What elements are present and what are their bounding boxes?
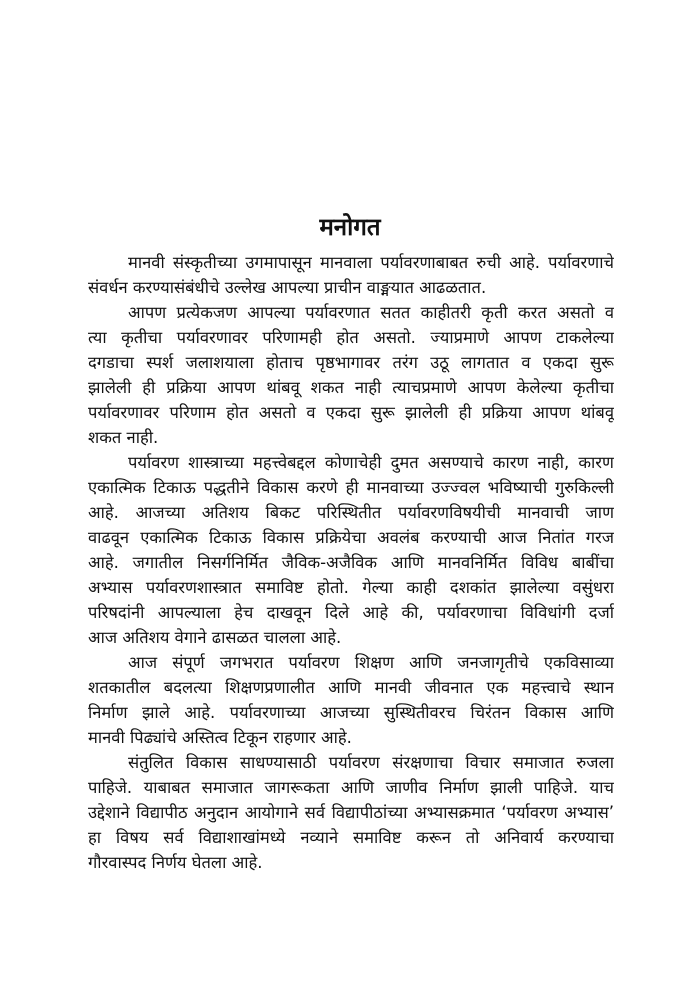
text-line: संतुलित विकास साधण्यासाठी पर्यावरण संरक्षणाचा विचार समाजात रुजला — [128, 753, 614, 772]
text-line: गौरवास्पद निर्णय घेतला आहे. — [88, 853, 263, 872]
text-line: त्या कृतीचा पर्यावरणावर परिणामही होत असतो. ज्याप्रमाणे आपण टाकलेल्या — [88, 328, 614, 347]
text-line: शकत नाही. — [88, 428, 159, 447]
text-line: दगडाचा स्पर्श जलाशयाला होताच पृष्ठभागावर तरंग उठू लागतात व एकदा सुरू — [88, 353, 614, 372]
text-line: आपण प्रत्येकजण आपल्या पर्यावरणात सतत काहीतरी कृती करत असतो व — [128, 303, 614, 322]
page-title: मनोगत — [319, 213, 381, 242]
text-line: शतकातील बदलत्या शिक्षणप्रणालीत आणि मानवी जीवनात एक महत्त्वाचे स्थान — [88, 678, 614, 697]
paragraph — [88, 450, 614, 650]
text-line: वाढवून एकात्मिक टिकाऊ विकास प्रक्रियेचा अवलंब करण्याची आज नितांत गरज — [88, 528, 614, 547]
paragraph — [88, 250, 614, 300]
text-line: आहे. जगातील निसर्गनिर्मित जैविक-अजैविक आणि मानवनिर्मित विविध बाबींचा — [88, 553, 614, 572]
preface-body — [88, 250, 614, 875]
paragraph — [88, 300, 614, 450]
text-line: झालेली ही प्रक्रिया आपण थांबवू शकत नाही त्याचप्रमाणे आपण केलेल्या कृतीचा — [88, 378, 614, 397]
text-line: पर्यावरण शास्त्राच्या महत्त्वेबद्दल कोणाचेही दुमत असण्याचे कारण नाही, कारण — [128, 453, 614, 472]
text-line: मानवी संस्कृतीच्या उगमापासून मानवाला पर्यावरणाबाबत रुची आहे. पर्यावरणाचे — [128, 253, 614, 272]
text-line: पर्यावरणावर परिणाम होत असतो व एकदा सुरू झालेली ही प्रक्रिया आपण थांबवू — [88, 403, 614, 422]
text-line: आहे. आजच्या अतिशय बिकट परिस्थितीत पर्यावरणविषयीची मानवाची जाण — [88, 503, 614, 522]
text-line: उद्देशाने विद्यापीठ अनुदान आयोगाने सर्व विद्यापीठांच्या अभ्यासक्रमात ‘पर्यावरण अभ्यास’ — [88, 803, 614, 822]
text-line: एकात्मिक टिकाऊ पद्धतीने विकास करणे ही मानवाच्या उज्ज्वल भविष्याची गुरुकिल्ली — [88, 478, 614, 497]
text-line: हा विषय सर्व विद्याशाखांमध्ये नव्याने समाविष्ट करून तो अनिवार्य करण्याचा — [88, 828, 614, 847]
text-line: निर्माण झाले आहे. पर्यावरणाच्या आजच्या सुस्थितीवरच चिरंतन विकास आणि — [88, 703, 614, 722]
paragraph — [88, 650, 614, 750]
text-line: आज संपूर्ण जगभरात पर्यावरण शिक्षण आणि जनजागृतीचे एकविसाव्या — [128, 653, 614, 672]
paragraph — [88, 750, 614, 875]
text-line: परिषदांनी आपल्याला हेच दाखवून दिले आहे की, पर्यावरणाचा विविधांगी दर्जा — [88, 603, 614, 622]
text-line: पाहिजे. याबाबत समाजात जागरूकता आणि जाणीव निर्माण झाली पाहिजे. याच — [88, 778, 614, 797]
text-line: संवर्धन करण्यासंबंधीचे उल्लेख आपल्या प्राचीन वाङ्मयात आढळतात. — [88, 278, 487, 297]
text-line: आज अतिशय वेगाने ढासळत चालला आहे. — [88, 628, 342, 647]
text-line: मानवी पिढ्यांचे अस्तित्व टिकून राहणार आहे. — [88, 728, 352, 747]
text-line: अभ्यास पर्यावरणशास्त्रात समाविष्ट होतो. गेल्या काही दशकांत झालेल्या वसुंधरा — [88, 578, 614, 597]
